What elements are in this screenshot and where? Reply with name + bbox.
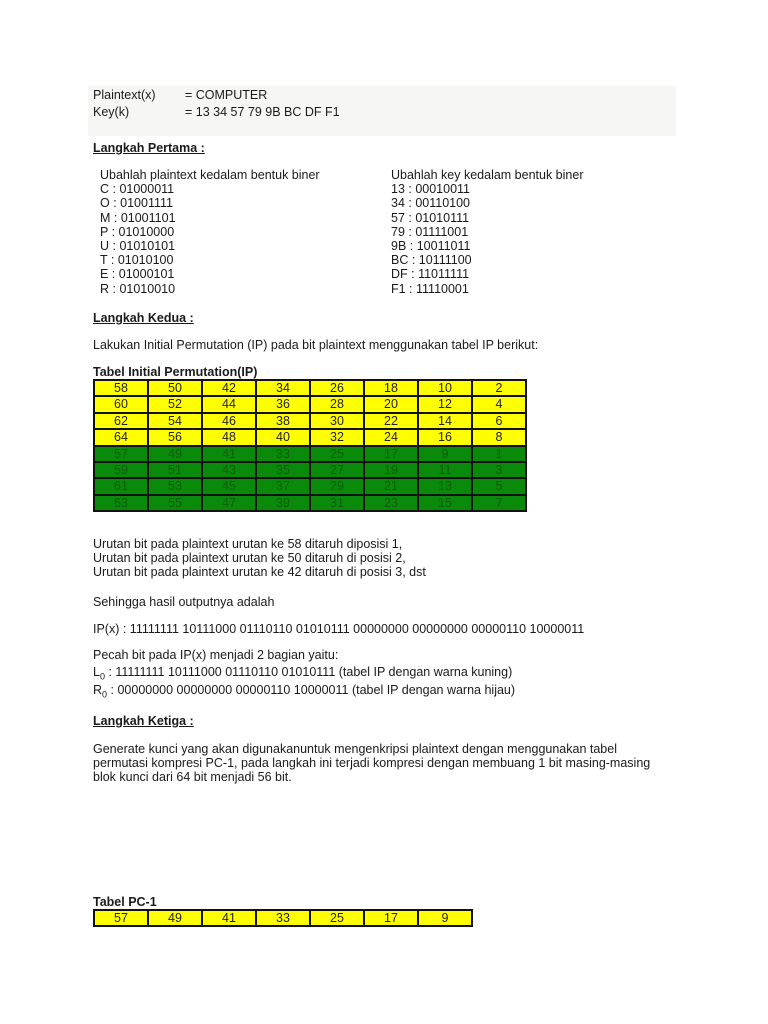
ip-table-cell: 64 bbox=[95, 430, 147, 444]
ip-table-cell: 12 bbox=[419, 397, 471, 411]
key-binary-title: Ubahlah key kedalam bentuk biner bbox=[391, 168, 584, 182]
pc1-table-title: Tabel PC-1 bbox=[93, 895, 157, 909]
step2-heading: Langkah Kedua : bbox=[93, 311, 194, 325]
ip-table-cell: 56 bbox=[149, 430, 201, 444]
table-row bbox=[95, 496, 525, 510]
split-intro: Pecah bit pada IP(x) menjadi 2 bagian yaitu: bbox=[93, 648, 339, 662]
ip-table-cell: 59 bbox=[95, 463, 147, 477]
ip-table-cell: 10 bbox=[419, 381, 471, 395]
table-row bbox=[95, 447, 525, 461]
explain-line: Urutan bit pada plaintext urutan ke 58 ditaruh diposisi 1, bbox=[93, 537, 403, 551]
ip-table-cell: 45 bbox=[203, 479, 255, 493]
plaintext-binary-line: O : 01001111 bbox=[100, 196, 173, 211]
ip-table-cell: 11 bbox=[419, 463, 471, 477]
ip-table-cell: 18 bbox=[365, 381, 417, 395]
step3-heading: Langkah Ketiga : bbox=[93, 714, 194, 728]
ip-table-cell: 30 bbox=[311, 414, 363, 428]
table-row bbox=[95, 397, 525, 411]
step3-paragraph bbox=[93, 742, 650, 784]
ip-table-cell: 33 bbox=[257, 447, 309, 461]
ip-table-title: Tabel Initial Permutation(IP) bbox=[93, 365, 258, 379]
plaintext-binary-column bbox=[100, 168, 320, 296]
l0-subscript: 0 bbox=[99, 671, 105, 682]
ip-table-cell: 62 bbox=[95, 414, 147, 428]
ip-table-cell: 32 bbox=[311, 430, 363, 444]
ip-table-cell: 31 bbox=[311, 496, 363, 510]
ip-table-cell: 42 bbox=[203, 381, 255, 395]
ip-table-cell: 4 bbox=[473, 397, 525, 411]
step1-heading: Langkah Pertama : bbox=[93, 141, 205, 155]
r0-line bbox=[93, 683, 515, 702]
ip-table-cell: 38 bbox=[257, 414, 309, 428]
ip-table-cell: 22 bbox=[365, 414, 417, 428]
ip-table-cell: 1 bbox=[473, 447, 525, 461]
ip-table-cell: 61 bbox=[95, 479, 147, 493]
ip-table-cell: 24 bbox=[365, 430, 417, 444]
r0-subscript: 0 bbox=[102, 689, 108, 700]
ip-table-cell: 23 bbox=[365, 496, 417, 510]
ip-table-cell: 6 bbox=[473, 414, 525, 428]
pc1-table-cell: 57 bbox=[95, 911, 147, 925]
ip-table-cell: 7 bbox=[473, 496, 525, 510]
ip-table-cell: 39 bbox=[257, 496, 309, 510]
ip-table-cell: 3 bbox=[473, 463, 525, 477]
ip-table-cell: 54 bbox=[149, 414, 201, 428]
plaintext-binary-line: T : 01010100 bbox=[100, 253, 174, 268]
pc1-table-cell: 49 bbox=[149, 911, 201, 925]
ip-table-cell: 40 bbox=[257, 430, 309, 444]
ip-table-cell: 27 bbox=[311, 463, 363, 477]
ip-table-cell: 46 bbox=[203, 414, 255, 428]
ip-table-cell: 57 bbox=[95, 447, 147, 461]
table-row bbox=[95, 463, 525, 477]
ip-table-cell: 37 bbox=[257, 479, 309, 493]
pc1-table bbox=[93, 909, 473, 927]
table-row bbox=[95, 414, 525, 428]
key-value: = 13 34 57 79 9B BC DF F1 bbox=[185, 105, 340, 119]
table-row bbox=[95, 911, 471, 925]
ip-table-cell: 5 bbox=[473, 479, 525, 493]
table-row bbox=[95, 479, 525, 493]
ip-table-cell: 17 bbox=[365, 447, 417, 461]
pc1-table-cell: 9 bbox=[419, 911, 471, 925]
ip-table-cell: 35 bbox=[257, 463, 309, 477]
plaintext-binary-line: U : 01010101 bbox=[100, 238, 176, 253]
table-row bbox=[95, 381, 525, 395]
r0-text: : 00000000 00000000 00000110 10000011 (tabel IP dengan warna hijau) bbox=[107, 683, 516, 697]
ip-table-cell: 53 bbox=[149, 479, 201, 493]
plaintext-binary-line: R : 01010010 bbox=[100, 281, 176, 296]
key-binary-column bbox=[391, 168, 583, 296]
table-row bbox=[95, 430, 525, 444]
plaintext-binary-title: Ubahlah plaintext kedalam bentuk biner bbox=[100, 168, 320, 182]
ip-table-cell: 44 bbox=[203, 397, 255, 411]
step3-line: Generate kunci yang akan digunakanuntuk mengenkripsi plaintext dengan menggunakan tabel bbox=[93, 742, 617, 756]
ip-table-cell: 60 bbox=[95, 397, 147, 411]
ip-table-cell: 16 bbox=[419, 430, 471, 444]
ip-table-cell: 36 bbox=[257, 397, 309, 411]
ip-explanation bbox=[93, 537, 426, 579]
key-binary-line: BC : 10111100 bbox=[391, 253, 472, 268]
pc1-table-cell: 17 bbox=[365, 911, 417, 925]
ip-table-cell: 13 bbox=[419, 479, 471, 493]
key-binary-line: 13 : 00010011 bbox=[391, 182, 471, 197]
ip-table-cell: 28 bbox=[311, 397, 363, 411]
ip-table-cell: 8 bbox=[473, 430, 525, 444]
key-binary-line: F1 : 11110001 bbox=[391, 281, 469, 296]
pc1-table-cell: 25 bbox=[311, 911, 363, 925]
step3-line: permutasi kompresi PC-1, pada langkah ini terjadi kompresi dengan membuang 1 bit masing-masing bbox=[93, 756, 651, 770]
plaintext-row bbox=[93, 88, 267, 102]
l0-text: : 11111111 10111000 01110110 01010111 (tabel IP dengan warna kuning) bbox=[104, 665, 513, 679]
l0-line bbox=[93, 665, 512, 684]
ip-table-cell: 9 bbox=[419, 447, 471, 461]
key-binary-line: 34 : 00110100 bbox=[391, 196, 471, 211]
ip-table-cell: 2 bbox=[473, 381, 525, 395]
key-binary-line: 9B : 10011011 bbox=[391, 238, 471, 253]
ip-table-cell: 34 bbox=[257, 381, 309, 395]
ip-table-cell: 29 bbox=[311, 479, 363, 493]
ip-table-cell: 58 bbox=[95, 381, 147, 395]
key-label: Key(k) bbox=[93, 105, 130, 119]
pc1-table-cell: 41 bbox=[203, 911, 255, 925]
ip-table-cell: 48 bbox=[203, 430, 255, 444]
explain-line: Urutan bit pada plaintext urutan ke 50 ditaruh di posisi 2, bbox=[93, 551, 406, 565]
l0-letter: L bbox=[93, 665, 100, 679]
ip-table-cell: 20 bbox=[365, 397, 417, 411]
key-binary-line: 79 : 01111001 bbox=[391, 224, 469, 239]
ip-table-cell: 55 bbox=[149, 496, 201, 510]
plaintext-binary-line: E : 01000101 bbox=[100, 267, 175, 282]
ip-table bbox=[93, 379, 527, 512]
ip-intro: Lakukan Initial Permutation (IP) pada bit plaintext menggunakan tabel IP berikut: bbox=[93, 338, 539, 352]
ip-table-cell: 51 bbox=[149, 463, 201, 477]
plaintext-label: Plaintext(x) bbox=[93, 88, 156, 102]
r0-letter: R bbox=[93, 683, 103, 697]
plaintext-binary-line: M : 01001101 bbox=[100, 210, 176, 225]
ip-table-cell: 25 bbox=[311, 447, 363, 461]
ip-table-cell: 14 bbox=[419, 414, 471, 428]
plaintext-binary-line: P : 01010000 bbox=[100, 224, 175, 239]
ip-table-cell: 21 bbox=[365, 479, 417, 493]
ip-table-cell: 50 bbox=[149, 381, 201, 395]
step3-line: blok kunci dari 64 bit menjadi 56 bit. bbox=[93, 770, 292, 784]
plaintext-binary-line: C : 01000011 bbox=[100, 182, 175, 197]
ip-table-cell: 15 bbox=[419, 496, 471, 510]
explain-line: Urutan bit pada plaintext urutan ke 42 ditaruh di posisi 3, dst bbox=[93, 565, 426, 579]
result-intro: Sehingga hasil outputnya adalah bbox=[93, 595, 275, 609]
ip-table-cell: 52 bbox=[149, 397, 201, 411]
plaintext-value: = COMPUTER bbox=[185, 88, 268, 102]
ip-table-cell: 26 bbox=[311, 381, 363, 395]
key-binary-line: DF : 11011111 bbox=[391, 267, 470, 282]
key-row bbox=[93, 105, 340, 119]
ip-table-cell: 49 bbox=[149, 447, 201, 461]
ip-result: IP(x) : 11111111 10111000 01110110 01010111 00000000 00000000 00000110 10000011 bbox=[93, 622, 585, 636]
ip-table-cell: 47 bbox=[203, 496, 255, 510]
ip-table-cell: 19 bbox=[365, 463, 417, 477]
ip-table-cell: 63 bbox=[95, 496, 147, 510]
pc1-table-cell: 33 bbox=[257, 911, 309, 925]
ip-table-cell: 43 bbox=[203, 463, 255, 477]
key-binary-line: 57 : 01010111 bbox=[391, 210, 470, 225]
ip-table-cell: 41 bbox=[203, 447, 255, 461]
